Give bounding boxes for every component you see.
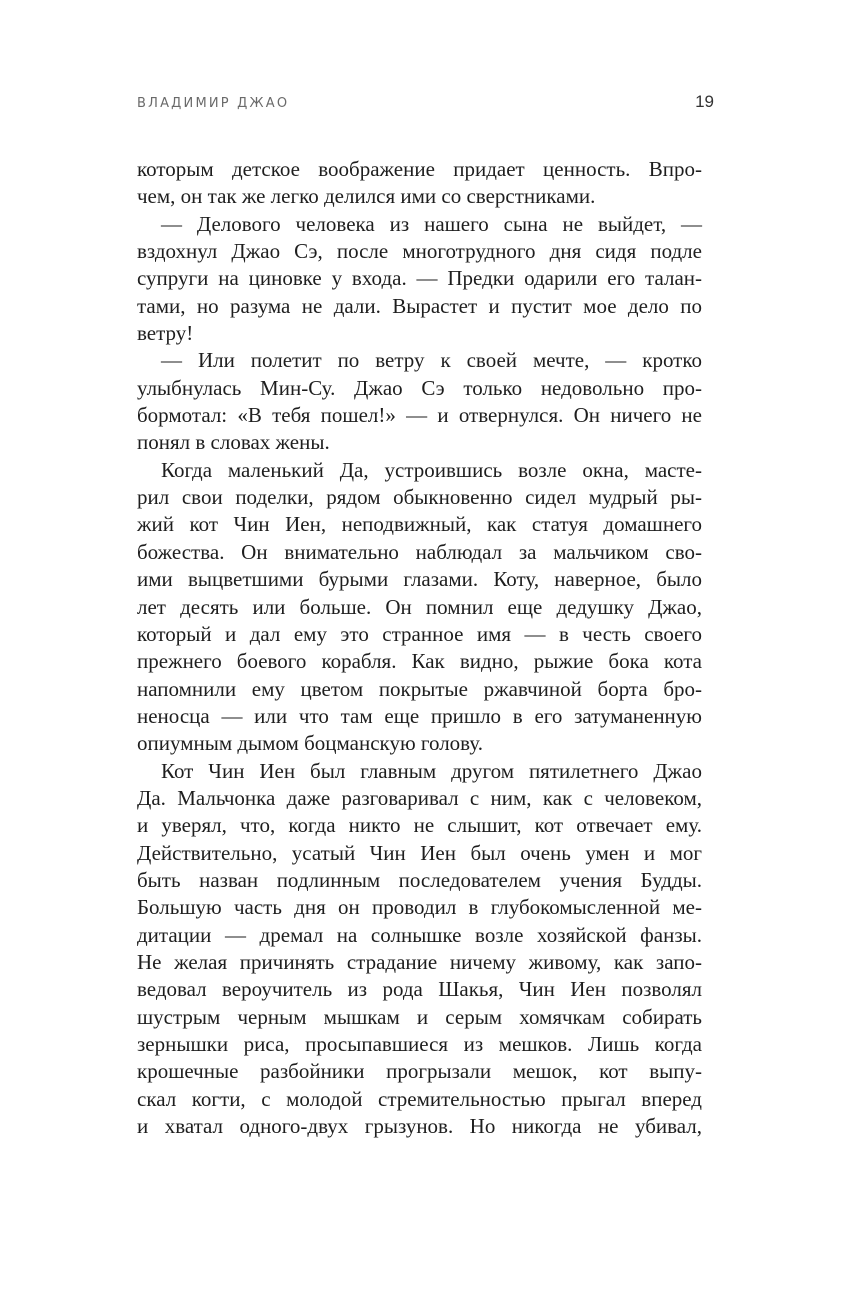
paragraph <box>137 211 702 348</box>
text-line: чем, он так же легко делился ими со сверстниками. <box>137 184 596 209</box>
text-line: Когда маленький Да, устроившись возле окна, масте- <box>161 457 702 482</box>
text-line: зернышки риса, просыпавшиеся из мешков. Лишь когда <box>137 1032 702 1056</box>
paragraph <box>137 156 702 211</box>
paragraph <box>137 758 702 1141</box>
running-head-author: ВЛАДИМИР ДЖАО <box>137 96 290 111</box>
text-line: крошечные разбойники прогрызали мешок, кот выпу- <box>137 1059 702 1084</box>
text-line: бормотал: «В тебя пошел!» — и отвернулся. Он ничего не <box>137 403 702 428</box>
text-line: ведовал вероучитель из рода Шакья, Чин Иен позволял <box>137 977 702 1002</box>
text-line: Да. Мальчонка даже разговаривал с ним, как с человеком, <box>137 785 702 810</box>
text-line: ветру! <box>137 321 194 346</box>
text-line: лет десять или больше. Он помнил еще дедушку Джао, <box>137 594 702 619</box>
text-line: быть назван подлинным последователем учения Будды. <box>137 867 702 892</box>
text-line: — Делового человека из нашего сына не выйдет, — <box>161 211 702 236</box>
text-line: божества. Он внимательно наблюдал за мальчиком сво- <box>137 539 702 564</box>
text-line: который и дал ему это странное имя — в честь своего <box>137 621 702 646</box>
text-line: понял в словах жены. <box>137 430 330 455</box>
text-line: которым детское воображение придает ценность. Впро- <box>137 157 702 181</box>
text-line: жий кот Чин Иен, неподвижный, как статуя домашнего <box>137 512 702 537</box>
page-number: 19 <box>695 92 714 111</box>
text-line: прежнего боевого корабля. Как видно, рыжие бока кота <box>137 649 702 674</box>
text-line: супруги на циновке у входа. — Предки одарили его талан- <box>137 266 702 291</box>
text-line: — Или полетит по ветру к своей мечте, — кротко <box>161 348 702 373</box>
text-line: ими выцветшими бурыми глазами. Коту, наверное, было <box>137 567 702 592</box>
paragraph <box>137 347 702 456</box>
text-line: Кот Чин Иен был главным другом пятилетнего Джао <box>161 758 702 783</box>
text-line: Действительно, усатый Чин Иен был очень умен и мог <box>137 840 702 865</box>
text-line: скал когти, с молодой стремительностью прыгал вперед <box>137 1086 702 1111</box>
text-line: шустрым черным мышкам и серым хомячкам собирать <box>137 1004 702 1029</box>
text-line: Большую часть дня он проводил в глубокомысленной ме- <box>137 895 702 920</box>
text-line: и уверял, что, когда никто не слышит, кот отвечает ему. <box>137 813 702 838</box>
body-text <box>137 156 702 1140</box>
text-line: неносца — или что там еще пришло в его затуманенную <box>137 703 702 728</box>
text-line: опиумным дымом боцманскую голову. <box>137 731 484 756</box>
text-line: напомнили ему цветом покрытые ржавчиной борта бро- <box>137 676 702 701</box>
text-line: тами, но разума не дали. Вырастет и пустит мое дело по <box>137 293 702 318</box>
text-line: улыбнулась Мин-Су. Джао Сэ только недовольно про- <box>137 375 702 400</box>
paragraph <box>137 457 702 758</box>
text-line: вздохнул Джао Сэ, после многотрудного дня сидя подле <box>137 239 702 264</box>
text-line: рил свои поделки, рядом обыкновенно сидел мудрый ры- <box>137 485 702 510</box>
text-line: дитации — дремал на солнышке возле хозяйской фанзы. <box>137 922 702 947</box>
text-line: и хватал одного-двух грызунов. Но никогда не убивал, <box>137 1114 702 1139</box>
text-line: Не желая причинять страдание ничему живому, как запо- <box>137 949 702 974</box>
